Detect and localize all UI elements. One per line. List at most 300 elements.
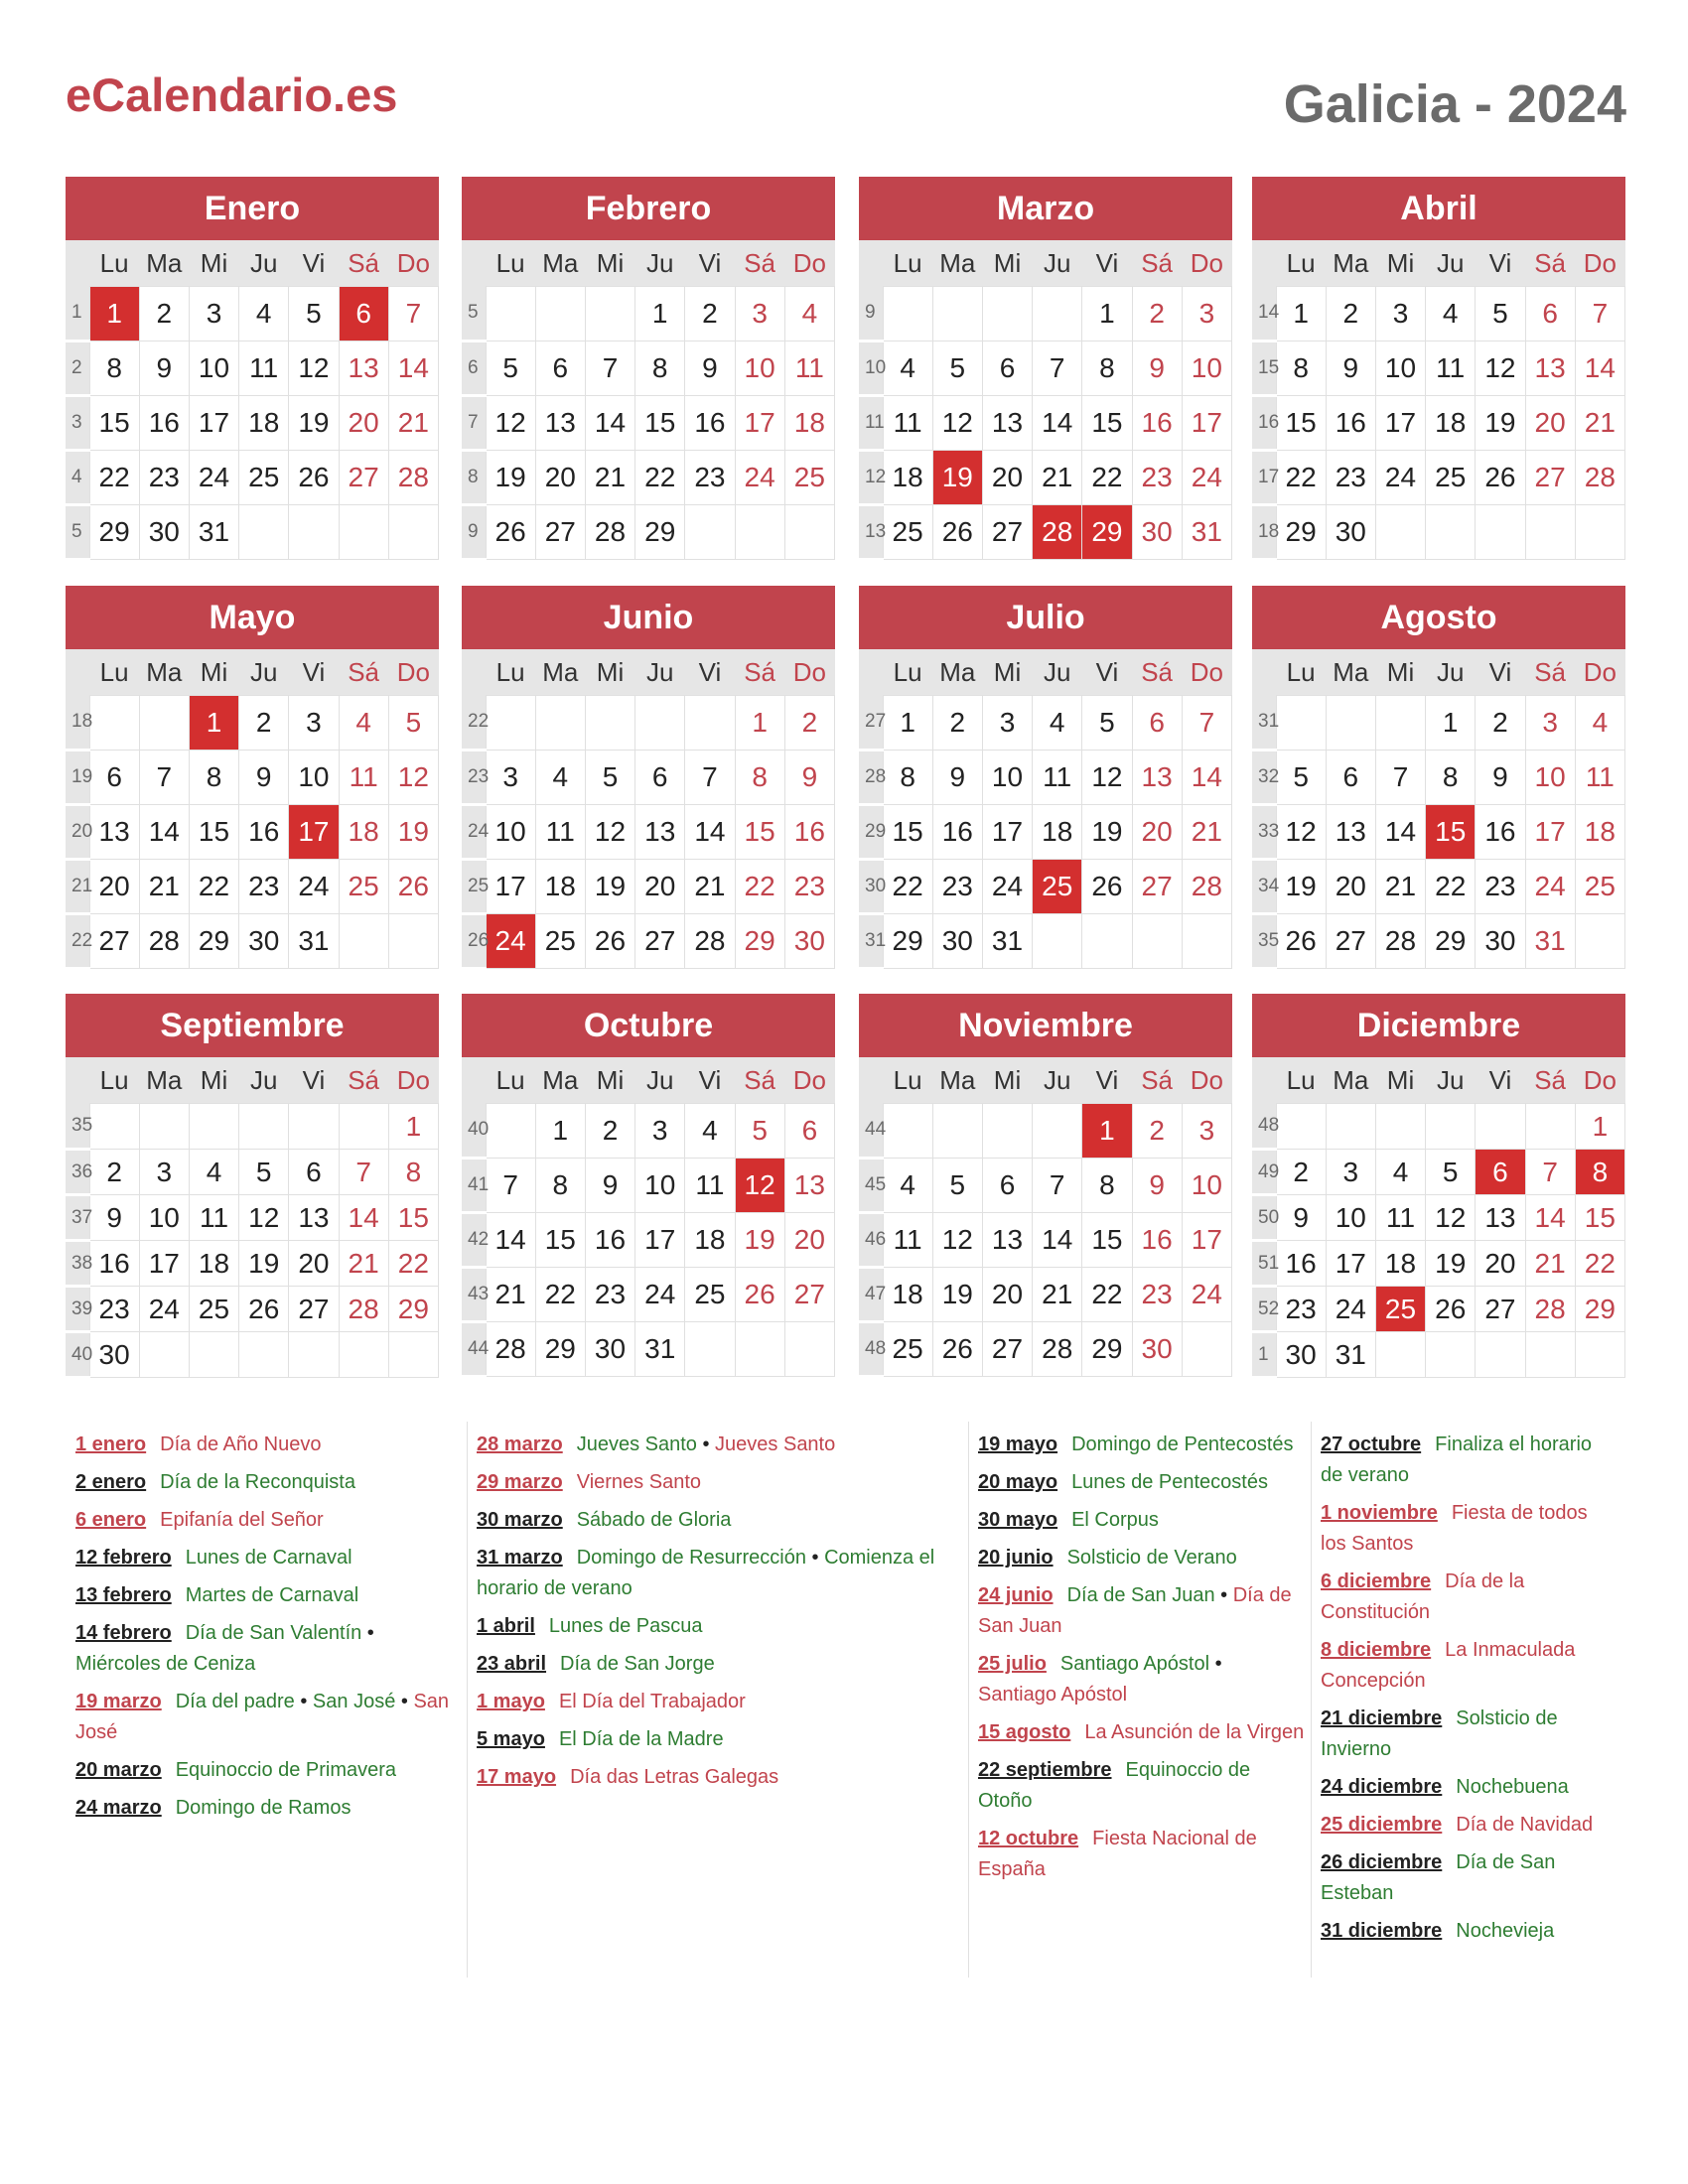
day-cell[interactable]: 11 xyxy=(239,341,289,396)
day-cell[interactable]: 10 xyxy=(139,1195,189,1241)
day-cell[interactable]: 24 xyxy=(982,860,1032,914)
day-cell[interactable]: 22 xyxy=(735,860,784,914)
day-cell[interactable]: 9 xyxy=(1476,751,1525,805)
holiday-day-cell[interactable]: 15 xyxy=(1426,805,1476,860)
day-cell[interactable]: 2 xyxy=(139,287,189,341)
day-cell[interactable]: 13 xyxy=(982,1213,1032,1268)
day-cell[interactable]: 10 xyxy=(1375,341,1425,396)
day-cell[interactable]: 24 xyxy=(139,1287,189,1332)
day-cell[interactable]: 13 xyxy=(1476,1195,1525,1241)
day-cell[interactable]: 19 xyxy=(486,451,535,505)
day-cell[interactable]: 26 xyxy=(388,860,438,914)
holiday-date-link[interactable]: 2 enero xyxy=(75,1471,147,1493)
day-cell[interactable]: 27 xyxy=(1326,914,1375,969)
day-cell[interactable]: 10 xyxy=(1182,341,1231,396)
day-cell[interactable]: 28 xyxy=(1525,1287,1575,1332)
day-cell[interactable]: 9 xyxy=(932,751,982,805)
day-cell[interactable]: 20 xyxy=(1132,805,1182,860)
day-cell[interactable]: 5 xyxy=(1082,696,1132,751)
day-cell[interactable]: 3 xyxy=(139,1150,189,1195)
holiday-day-cell[interactable]: 24 xyxy=(486,914,535,969)
day-cell[interactable]: 6 xyxy=(982,341,1032,396)
day-cell[interactable]: 18 xyxy=(883,451,932,505)
day-cell[interactable]: 6 xyxy=(535,341,585,396)
holiday-date-link[interactable]: 1 mayo xyxy=(477,1691,545,1712)
day-cell[interactable]: 9 xyxy=(784,751,834,805)
day-cell[interactable]: 14 xyxy=(1182,751,1231,805)
day-cell[interactable]: 17 xyxy=(139,1241,189,1287)
day-cell[interactable]: 25 xyxy=(339,860,388,914)
day-cell[interactable]: 5 xyxy=(1426,1150,1476,1195)
day-cell[interactable]: 13 xyxy=(635,805,685,860)
day-cell[interactable]: 1 xyxy=(1276,287,1326,341)
day-cell[interactable]: 25 xyxy=(1426,451,1476,505)
day-cell[interactable]: 10 xyxy=(1525,751,1575,805)
day-cell[interactable]: 13 xyxy=(89,805,139,860)
day-cell[interactable]: 17 xyxy=(1525,805,1575,860)
day-cell[interactable]: 17 xyxy=(189,396,238,451)
day-cell[interactable]: 22 xyxy=(89,451,139,505)
day-cell[interactable]: 27 xyxy=(289,1287,339,1332)
day-cell[interactable]: 14 xyxy=(339,1195,388,1241)
holiday-date-link[interactable]: 13 febrero xyxy=(75,1584,172,1606)
holiday-date-link[interactable]: 20 mayo xyxy=(978,1471,1058,1493)
day-cell[interactable]: 16 xyxy=(1276,1241,1326,1287)
holiday-date-link[interactable]: 31 diciembre xyxy=(1321,1920,1443,1942)
day-cell[interactable]: 10 xyxy=(289,751,339,805)
day-cell[interactable]: 11 xyxy=(339,751,388,805)
day-cell[interactable]: 16 xyxy=(784,805,834,860)
day-cell[interactable]: 4 xyxy=(883,1159,932,1213)
holiday-day-cell[interactable]: 25 xyxy=(1375,1287,1425,1332)
day-cell[interactable]: 8 xyxy=(1082,341,1132,396)
day-cell[interactable]: 1 xyxy=(1426,696,1476,751)
day-cell[interactable]: 28 xyxy=(339,1287,388,1332)
day-cell[interactable]: 6 xyxy=(1132,696,1182,751)
day-cell[interactable]: 9 xyxy=(89,1195,139,1241)
day-cell[interactable]: 14 xyxy=(139,805,189,860)
day-cell[interactable]: 7 xyxy=(1033,1159,1082,1213)
holiday-date-link[interactable]: 24 junio xyxy=(978,1584,1054,1606)
day-cell[interactable]: 17 xyxy=(635,1213,685,1268)
day-cell[interactable]: 18 xyxy=(883,1268,932,1322)
day-cell[interactable]: 7 xyxy=(139,751,189,805)
day-cell[interactable]: 19 xyxy=(585,860,634,914)
day-cell[interactable]: 7 xyxy=(585,341,634,396)
day-cell[interactable]: 3 xyxy=(735,287,784,341)
day-cell[interactable]: 11 xyxy=(189,1195,238,1241)
day-cell[interactable]: 24 xyxy=(735,451,784,505)
day-cell[interactable]: 29 xyxy=(1082,1322,1132,1377)
day-cell[interactable]: 29 xyxy=(535,1322,585,1377)
day-cell[interactable]: 22 xyxy=(388,1241,438,1287)
holiday-day-cell[interactable]: 17 xyxy=(289,805,339,860)
day-cell[interactable]: 2 xyxy=(585,1104,634,1159)
day-cell[interactable]: 24 xyxy=(1326,1287,1375,1332)
day-cell[interactable]: 21 xyxy=(1033,451,1082,505)
day-cell[interactable]: 28 xyxy=(585,505,634,560)
holiday-date-link[interactable]: 17 mayo xyxy=(477,1766,557,1788)
day-cell[interactable]: 5 xyxy=(735,1104,784,1159)
day-cell[interactable]: 2 xyxy=(239,696,289,751)
day-cell[interactable]: 22 xyxy=(1575,1241,1624,1287)
day-cell[interactable]: 5 xyxy=(932,341,982,396)
day-cell[interactable]: 16 xyxy=(89,1241,139,1287)
day-cell[interactable]: 22 xyxy=(189,860,238,914)
day-cell[interactable]: 4 xyxy=(339,696,388,751)
day-cell[interactable]: 21 xyxy=(339,1241,388,1287)
day-cell[interactable]: 13 xyxy=(535,396,585,451)
day-cell[interactable]: 8 xyxy=(1426,751,1476,805)
day-cell[interactable]: 10 xyxy=(635,1159,685,1213)
day-cell[interactable]: 11 xyxy=(1033,751,1082,805)
day-cell[interactable]: 10 xyxy=(189,341,238,396)
day-cell[interactable]: 7 xyxy=(1575,287,1624,341)
day-cell[interactable]: 15 xyxy=(883,805,932,860)
day-cell[interactable]: 12 xyxy=(585,805,634,860)
day-cell[interactable]: 6 xyxy=(784,1104,834,1159)
day-cell[interactable]: 18 xyxy=(239,396,289,451)
day-cell[interactable]: 1 xyxy=(1575,1104,1624,1150)
day-cell[interactable]: 7 xyxy=(1375,751,1425,805)
day-cell[interactable]: 29 xyxy=(735,914,784,969)
day-cell[interactable]: 31 xyxy=(1182,505,1231,560)
day-cell[interactable]: 4 xyxy=(1426,287,1476,341)
day-cell[interactable]: 4 xyxy=(1375,1150,1425,1195)
day-cell[interactable]: 29 xyxy=(635,505,685,560)
day-cell[interactable]: 27 xyxy=(982,505,1032,560)
day-cell[interactable]: 9 xyxy=(1276,1195,1326,1241)
day-cell[interactable]: 29 xyxy=(1276,505,1326,560)
day-cell[interactable]: 23 xyxy=(1276,1287,1326,1332)
day-cell[interactable]: 6 xyxy=(1525,287,1575,341)
day-cell[interactable]: 19 xyxy=(289,396,339,451)
day-cell[interactable]: 25 xyxy=(239,451,289,505)
day-cell[interactable]: 21 xyxy=(585,451,634,505)
day-cell[interactable]: 8 xyxy=(735,751,784,805)
day-cell[interactable]: 17 xyxy=(735,396,784,451)
day-cell[interactable]: 17 xyxy=(1375,396,1425,451)
day-cell[interactable]: 28 xyxy=(1375,914,1425,969)
day-cell[interactable]: 1 xyxy=(388,1104,438,1150)
day-cell[interactable]: 19 xyxy=(1082,805,1132,860)
site-logo[interactable]: eCalendario.es xyxy=(66,68,398,121)
day-cell[interactable]: 23 xyxy=(1132,1268,1182,1322)
day-cell[interactable]: 21 xyxy=(685,860,735,914)
day-cell[interactable]: 3 xyxy=(1182,1104,1231,1159)
day-cell[interactable]: 19 xyxy=(1276,860,1326,914)
day-cell[interactable]: 22 xyxy=(1082,451,1132,505)
day-cell[interactable]: 26 xyxy=(735,1268,784,1322)
day-cell[interactable]: 20 xyxy=(635,860,685,914)
day-cell[interactable]: 14 xyxy=(1033,396,1082,451)
day-cell[interactable]: 15 xyxy=(1276,396,1326,451)
day-cell[interactable]: 21 xyxy=(388,396,438,451)
day-cell[interactable]: 7 xyxy=(1182,696,1231,751)
day-cell[interactable]: 9 xyxy=(1326,341,1375,396)
day-cell[interactable]: 29 xyxy=(189,914,238,969)
day-cell[interactable]: 7 xyxy=(339,1150,388,1195)
day-cell[interactable]: 8 xyxy=(883,751,932,805)
holiday-date-link[interactable]: 6 diciembre xyxy=(1321,1570,1432,1592)
day-cell[interactable]: 1 xyxy=(535,1104,585,1159)
day-cell[interactable]: 27 xyxy=(982,1322,1032,1377)
day-cell[interactable]: 19 xyxy=(1426,1241,1476,1287)
day-cell[interactable]: 3 xyxy=(635,1104,685,1159)
day-cell[interactable]: 4 xyxy=(535,751,585,805)
day-cell[interactable]: 9 xyxy=(139,341,189,396)
day-cell[interactable]: 27 xyxy=(1132,860,1182,914)
day-cell[interactable]: 30 xyxy=(784,914,834,969)
day-cell[interactable]: 13 xyxy=(784,1159,834,1213)
day-cell[interactable]: 11 xyxy=(535,805,585,860)
day-cell[interactable]: 17 xyxy=(486,860,535,914)
day-cell[interactable]: 23 xyxy=(932,860,982,914)
day-cell[interactable]: 8 xyxy=(1082,1159,1132,1213)
day-cell[interactable]: 26 xyxy=(289,451,339,505)
day-cell[interactable]: 2 xyxy=(1476,696,1525,751)
day-cell[interactable]: 31 xyxy=(635,1322,685,1377)
day-cell[interactable]: 23 xyxy=(1326,451,1375,505)
day-cell[interactable]: 13 xyxy=(982,396,1032,451)
day-cell[interactable]: 17 xyxy=(1326,1241,1375,1287)
holiday-date-link[interactable]: 28 marzo xyxy=(477,1433,563,1455)
holiday-date-link[interactable]: 1 abril xyxy=(477,1615,535,1637)
holiday-date-link[interactable]: 30 marzo xyxy=(477,1509,563,1531)
day-cell[interactable]: 7 xyxy=(388,287,438,341)
day-cell[interactable]: 30 xyxy=(585,1322,634,1377)
day-cell[interactable]: 9 xyxy=(1132,341,1182,396)
day-cell[interactable]: 25 xyxy=(883,1322,932,1377)
holiday-date-link[interactable]: 23 abril xyxy=(477,1653,547,1675)
day-cell[interactable]: 15 xyxy=(1082,396,1132,451)
day-cell[interactable]: 8 xyxy=(535,1159,585,1213)
day-cell[interactable]: 18 xyxy=(535,860,585,914)
day-cell[interactable]: 10 xyxy=(1182,1159,1231,1213)
holiday-date-link[interactable]: 29 marzo xyxy=(477,1471,563,1493)
holiday-date-link[interactable]: 27 octubre xyxy=(1321,1433,1422,1455)
day-cell[interactable]: 28 xyxy=(685,914,735,969)
day-cell[interactable]: 8 xyxy=(388,1150,438,1195)
day-cell[interactable]: 12 xyxy=(1082,751,1132,805)
day-cell[interactable]: 12 xyxy=(239,1195,289,1241)
holiday-date-link[interactable]: 30 mayo xyxy=(978,1509,1058,1531)
day-cell[interactable]: 14 xyxy=(685,805,735,860)
day-cell[interactable]: 30 xyxy=(1326,505,1375,560)
day-cell[interactable]: 2 xyxy=(89,1150,139,1195)
day-cell[interactable]: 17 xyxy=(982,805,1032,860)
day-cell[interactable]: 7 xyxy=(1525,1150,1575,1195)
day-cell[interactable]: 9 xyxy=(239,751,289,805)
day-cell[interactable]: 23 xyxy=(1476,860,1525,914)
holiday-day-cell[interactable]: 25 xyxy=(1033,860,1082,914)
day-cell[interactable]: 16 xyxy=(1132,396,1182,451)
day-cell[interactable]: 1 xyxy=(1082,287,1132,341)
day-cell[interactable]: 15 xyxy=(635,396,685,451)
holiday-date-link[interactable]: 1 enero xyxy=(75,1433,147,1455)
day-cell[interactable]: 14 xyxy=(1525,1195,1575,1241)
day-cell[interactable]: 25 xyxy=(883,505,932,560)
day-cell[interactable]: 21 xyxy=(1375,860,1425,914)
day-cell[interactable]: 3 xyxy=(1182,287,1231,341)
day-cell[interactable]: 27 xyxy=(635,914,685,969)
day-cell[interactable]: 16 xyxy=(685,396,735,451)
holiday-date-link[interactable]: 1 noviembre xyxy=(1321,1502,1438,1524)
holiday-date-link[interactable]: 24 diciembre xyxy=(1321,1776,1443,1798)
day-cell[interactable]: 11 xyxy=(883,1213,932,1268)
day-cell[interactable]: 3 xyxy=(1326,1150,1375,1195)
day-cell[interactable]: 22 xyxy=(883,860,932,914)
day-cell[interactable]: 1 xyxy=(883,696,932,751)
day-cell[interactable]: 30 xyxy=(1476,914,1525,969)
day-cell[interactable]: 24 xyxy=(1375,451,1425,505)
day-cell[interactable]: 12 xyxy=(1476,341,1525,396)
day-cell[interactable]: 6 xyxy=(635,751,685,805)
day-cell[interactable]: 15 xyxy=(388,1195,438,1241)
day-cell[interactable]: 1 xyxy=(635,287,685,341)
day-cell[interactable]: 3 xyxy=(486,751,535,805)
day-cell[interactable]: 10 xyxy=(735,341,784,396)
day-cell[interactable]: 16 xyxy=(1476,805,1525,860)
day-cell[interactable]: 15 xyxy=(189,805,238,860)
day-cell[interactable]: 31 xyxy=(982,914,1032,969)
day-cell[interactable]: 14 xyxy=(486,1213,535,1268)
day-cell[interactable]: 24 xyxy=(189,451,238,505)
holiday-day-cell[interactable]: 1 xyxy=(89,287,139,341)
day-cell[interactable]: 11 xyxy=(883,396,932,451)
day-cell[interactable]: 13 xyxy=(1132,751,1182,805)
day-cell[interactable]: 21 xyxy=(1033,1268,1082,1322)
day-cell[interactable]: 15 xyxy=(89,396,139,451)
day-cell[interactable]: 19 xyxy=(1476,396,1525,451)
day-cell[interactable]: 23 xyxy=(89,1287,139,1332)
day-cell[interactable]: 20 xyxy=(339,396,388,451)
day-cell[interactable]: 12 xyxy=(1276,805,1326,860)
holiday-day-cell[interactable]: 6 xyxy=(1476,1150,1525,1195)
day-cell[interactable]: 18 xyxy=(1375,1241,1425,1287)
day-cell[interactable]: 6 xyxy=(89,751,139,805)
day-cell[interactable]: 9 xyxy=(585,1159,634,1213)
day-cell[interactable]: 10 xyxy=(486,805,535,860)
holiday-date-link[interactable]: 21 diciembre xyxy=(1321,1707,1443,1729)
day-cell[interactable]: 23 xyxy=(139,451,189,505)
day-cell[interactable]: 23 xyxy=(784,860,834,914)
day-cell[interactable]: 22 xyxy=(635,451,685,505)
holiday-day-cell[interactable]: 19 xyxy=(932,451,982,505)
day-cell[interactable]: 15 xyxy=(535,1213,585,1268)
holiday-day-cell[interactable]: 29 xyxy=(1082,505,1132,560)
day-cell[interactable]: 31 xyxy=(189,505,238,560)
day-cell[interactable]: 5 xyxy=(1276,751,1326,805)
day-cell[interactable]: 11 xyxy=(1426,341,1476,396)
day-cell[interactable]: 28 xyxy=(139,914,189,969)
holiday-date-link[interactable]: 20 marzo xyxy=(75,1759,162,1781)
day-cell[interactable]: 12 xyxy=(388,751,438,805)
day-cell[interactable]: 3 xyxy=(1375,287,1425,341)
day-cell[interactable]: 9 xyxy=(685,341,735,396)
holiday-date-link[interactable]: 25 diciembre xyxy=(1321,1814,1443,1836)
day-cell[interactable]: 19 xyxy=(388,805,438,860)
day-cell[interactable]: 12 xyxy=(289,341,339,396)
day-cell[interactable]: 19 xyxy=(239,1241,289,1287)
day-cell[interactable]: 3 xyxy=(189,287,238,341)
day-cell[interactable]: 7 xyxy=(486,1159,535,1213)
day-cell[interactable]: 21 xyxy=(1575,396,1624,451)
holiday-date-link[interactable]: 15 agosto xyxy=(978,1721,1071,1743)
day-cell[interactable]: 18 xyxy=(1033,805,1082,860)
day-cell[interactable]: 18 xyxy=(1575,805,1624,860)
day-cell[interactable]: 5 xyxy=(585,751,634,805)
day-cell[interactable]: 28 xyxy=(486,1322,535,1377)
day-cell[interactable]: 24 xyxy=(635,1268,685,1322)
day-cell[interactable]: 13 xyxy=(1525,341,1575,396)
holiday-date-link[interactable]: 8 diciembre xyxy=(1321,1639,1432,1661)
day-cell[interactable]: 4 xyxy=(189,1150,238,1195)
day-cell[interactable]: 27 xyxy=(535,505,585,560)
day-cell[interactable]: 4 xyxy=(685,1104,735,1159)
day-cell[interactable]: 26 xyxy=(1276,914,1326,969)
day-cell[interactable]: 4 xyxy=(883,341,932,396)
day-cell[interactable]: 13 xyxy=(1326,805,1375,860)
day-cell[interactable]: 7 xyxy=(685,751,735,805)
day-cell[interactable]: 2 xyxy=(1132,287,1182,341)
day-cell[interactable]: 23 xyxy=(1132,451,1182,505)
holiday-day-cell[interactable]: 1 xyxy=(1082,1104,1132,1159)
day-cell[interactable]: 10 xyxy=(1326,1195,1375,1241)
day-cell[interactable]: 26 xyxy=(1082,860,1132,914)
day-cell[interactable]: 24 xyxy=(1525,860,1575,914)
day-cell[interactable]: 29 xyxy=(89,505,139,560)
day-cell[interactable]: 3 xyxy=(289,696,339,751)
day-cell[interactable]: 6 xyxy=(1326,751,1375,805)
day-cell[interactable]: 3 xyxy=(1525,696,1575,751)
day-cell[interactable]: 23 xyxy=(585,1268,634,1322)
day-cell[interactable]: 27 xyxy=(784,1268,834,1322)
day-cell[interactable]: 24 xyxy=(1182,451,1231,505)
day-cell[interactable]: 26 xyxy=(1476,451,1525,505)
day-cell[interactable]: 4 xyxy=(784,287,834,341)
day-cell[interactable]: 25 xyxy=(1575,860,1624,914)
holiday-date-link[interactable]: 12 febrero xyxy=(75,1547,172,1569)
day-cell[interactable]: 2 xyxy=(1276,1150,1326,1195)
day-cell[interactable]: 30 xyxy=(89,1332,139,1378)
day-cell[interactable]: 16 xyxy=(1132,1213,1182,1268)
day-cell[interactable]: 14 xyxy=(585,396,634,451)
day-cell[interactable]: 29 xyxy=(1426,914,1476,969)
day-cell[interactable]: 2 xyxy=(784,696,834,751)
day-cell[interactable]: 4 xyxy=(239,287,289,341)
day-cell[interactable]: 21 xyxy=(139,860,189,914)
day-cell[interactable]: 20 xyxy=(982,451,1032,505)
holiday-date-link[interactable]: 26 diciembre xyxy=(1321,1851,1443,1873)
day-cell[interactable]: 20 xyxy=(982,1268,1032,1322)
day-cell[interactable]: 25 xyxy=(189,1287,238,1332)
day-cell[interactable]: 11 xyxy=(1575,751,1624,805)
holiday-date-link[interactable]: 12 octubre xyxy=(978,1828,1079,1849)
holiday-date-link[interactable]: 19 marzo xyxy=(75,1691,162,1712)
day-cell[interactable]: 4 xyxy=(1575,696,1624,751)
day-cell[interactable]: 20 xyxy=(1525,396,1575,451)
day-cell[interactable]: 20 xyxy=(1326,860,1375,914)
day-cell[interactable]: 2 xyxy=(685,287,735,341)
day-cell[interactable]: 13 xyxy=(289,1195,339,1241)
day-cell[interactable]: 28 xyxy=(1575,451,1624,505)
day-cell[interactable]: 27 xyxy=(339,451,388,505)
day-cell[interactable]: 29 xyxy=(388,1287,438,1332)
holiday-date-link[interactable]: 6 enero xyxy=(75,1509,147,1531)
day-cell[interactable]: 15 xyxy=(735,805,784,860)
day-cell[interactable]: 23 xyxy=(239,860,289,914)
